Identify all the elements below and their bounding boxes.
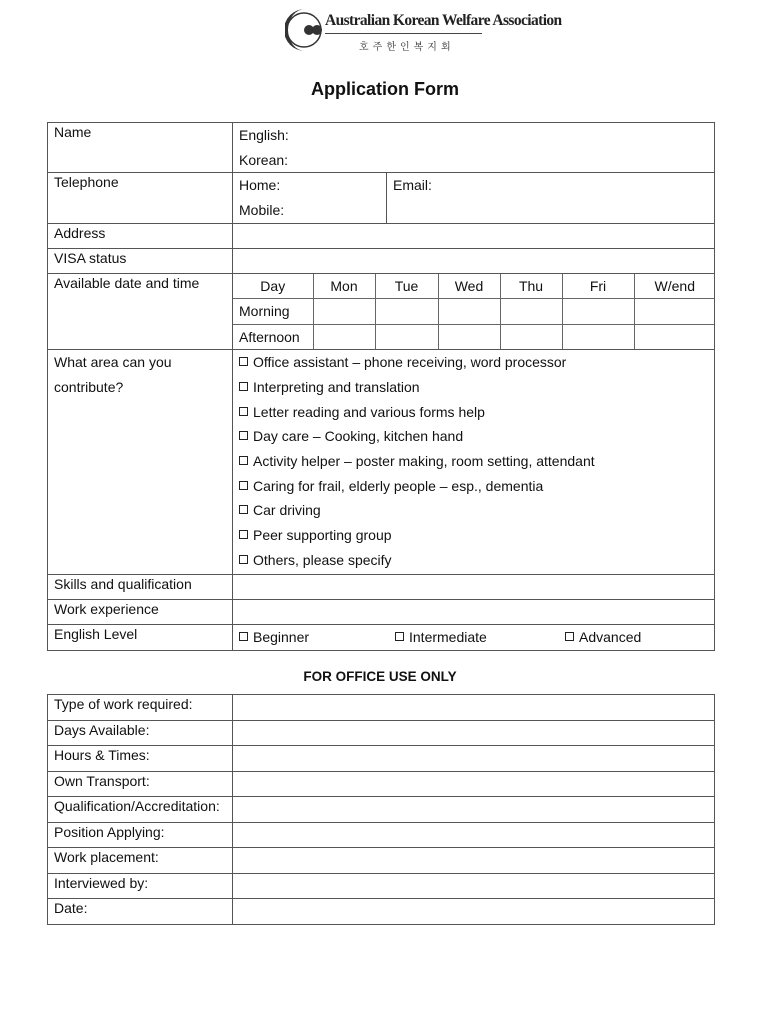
area-option-peer[interactable] [233,523,714,548]
skills-label: Skills and qualification [54,576,192,593]
checkbox-icon[interactable] [395,632,404,641]
name-label-cell [48,123,233,173]
level-option-intermediate[interactable] [395,625,565,650]
work-placement-label: Work placement: [54,849,159,865]
schedule-cell-tue-afternoon[interactable] [375,324,438,349]
schedule-cell-mon-afternoon[interactable] [313,324,375,349]
level-option-advanced[interactable] [565,625,641,650]
area-option-label: Letter reading and various forms help [253,403,485,420]
area-option-letters[interactable] [233,400,714,425]
area-label-line-1: What area can you [54,354,172,371]
availability-schedule [233,273,715,350]
office-label-cell [48,720,233,746]
schedule-header-mon: Mon [313,274,375,299]
org-korean-name: 호주한인복지회 [359,42,455,53]
area-option-driving[interactable] [233,498,714,523]
mobile-phone-label: Mobile: [239,202,285,219]
schedule-header-day: Day [233,274,313,299]
schedule-header-fri: Fri [562,274,634,299]
level-option-label: Beginner [253,629,310,646]
schedule-cell-wed-afternoon[interactable] [438,324,500,349]
work-placement-field[interactable] [233,848,715,874]
schedule-cell-thu-afternoon[interactable] [500,324,562,349]
availability-label-cell [48,273,233,350]
area-option-others[interactable] [233,548,714,573]
qualification-field[interactable] [233,797,715,823]
org-name: Australian Korean Welfare Association [325,12,562,29]
address-label: Address [54,224,106,241]
checkbox-icon[interactable] [239,407,248,416]
area-option-interpreting[interactable] [233,375,714,400]
own-transport-field[interactable] [233,771,715,797]
checkbox-icon[interactable] [565,632,574,641]
area-label-cell [48,350,233,575]
position-applying-label: Position Applying: [54,823,165,840]
telephone-label: Telephone [54,174,119,191]
korean-name-label: Korean: [239,151,289,168]
logo-emblem-icon [285,6,325,54]
skills-label-cell [48,575,233,600]
checkbox-icon[interactable] [239,555,248,564]
office-label-cell [48,771,233,797]
form-title: Application Form [311,79,459,99]
area-option-caring[interactable] [233,474,714,499]
checkbox-icon[interactable] [239,632,248,641]
area-option-label: Peer supporting group [253,527,392,544]
schedule-cell-wed-morning[interactable] [438,299,500,325]
checkbox-icon[interactable] [239,481,248,490]
email-label: Email: [393,177,432,194]
address-field[interactable] [233,223,715,248]
own-transport-label: Own Transport: [54,772,150,789]
hours-times-field[interactable] [233,746,715,772]
office-label-cell [48,873,233,899]
office-label-cell [48,822,233,848]
checkbox-icon[interactable] [239,357,248,366]
area-option-label: Day care – Cooking, kitchen hand [253,428,464,445]
checkbox-icon[interactable] [239,530,248,539]
interviewed-by-label: Interviewed by: [54,874,149,891]
level-option-label: Advanced [579,629,642,646]
schedule-cell-tue-morning[interactable] [375,299,438,325]
office-label-cell [48,746,233,772]
telephone-label-cell [48,173,233,223]
office-use-table [47,694,715,925]
interviewed-by-field[interactable] [233,873,715,899]
area-option-label: Car driving [253,502,321,519]
home-phone-label: Home: [239,177,281,194]
hours-times-label: Hours & Times: [54,747,150,763]
schedule-cell-weekend-morning[interactable] [634,299,715,325]
checkbox-icon[interactable] [239,382,248,391]
area-option-activity[interactable] [233,449,714,474]
area-option-label: Activity helper – poster making, room setting, attendant [253,453,595,469]
schedule-cell-fri-afternoon[interactable] [562,324,634,349]
area-option-label: Office assistant – phone receiving, word processor [253,354,567,371]
checkbox-icon[interactable] [239,505,248,514]
schedule-row-morning: Morning [233,299,313,325]
logo-divider [325,33,482,34]
checkbox-icon[interactable] [239,431,248,440]
level-option-label: Intermediate [409,629,487,646]
schedule-cell-mon-morning[interactable] [313,299,375,325]
area-options [233,350,715,575]
availability-label: Available date and time [54,274,200,291]
application-table [47,122,715,651]
schedule-cell-fri-morning[interactable] [562,299,634,325]
office-label-cell [48,848,233,874]
skills-field[interactable] [233,575,715,600]
area-option-office[interactable] [233,350,714,375]
days-available-label: Days Available: [54,721,150,738]
area-option-daycare[interactable] [233,424,714,449]
office-label-cell [48,695,233,721]
qualification-label: Qualification/Accreditation: [54,798,220,814]
position-applying-field[interactable] [233,822,715,848]
schedule-cell-thu-morning[interactable] [500,299,562,325]
schedule-header-wed: Wed [438,274,500,299]
english-level-label-cell [48,625,233,651]
type-of-work-label: Type of work required: [54,696,193,712]
area-option-label: Interpreting and translation [253,378,420,395]
work-experience-label: Work experience [54,601,159,618]
level-option-beginner[interactable] [239,625,395,650]
date-field[interactable] [233,899,715,925]
office-use-heading: FOR OFFICE USE ONLY [303,669,457,684]
office-label-cell [48,797,233,823]
visa-field[interactable] [233,248,715,273]
area-label-line-2: contribute? [54,378,124,395]
work-experience-field[interactable] [233,600,715,625]
schedule-cell-weekend-afternoon[interactable] [634,324,715,349]
schedule-header-weekend: W/end [634,274,715,299]
name-field[interactable] [233,123,715,173]
area-option-label: Caring for frail, elderly people – esp., dementia [253,477,544,494]
area-option-label: Others, please specify [253,551,392,568]
address-label-cell [48,223,233,248]
name-label: Name [54,124,92,140]
checkbox-icon[interactable] [239,456,248,465]
english-name-label: English: [239,127,289,143]
schedule-header-thu: Thu [500,274,562,299]
english-level-options [233,625,715,651]
email-field[interactable] [387,173,715,223]
visa-label-cell [48,248,233,273]
days-available-field[interactable] [233,720,715,746]
office-label-cell [48,899,233,925]
date-label: Date: [54,900,88,916]
schedule-header-tue: Tue [375,274,438,299]
english-level-label: English Level [54,626,138,643]
visa-label: VISA status [54,249,127,266]
type-of-work-field[interactable] [233,695,715,721]
organization-logo [285,6,562,54]
schedule-grid [233,274,715,350]
schedule-row-afternoon: Afternoon [233,324,313,349]
work-label-cell [48,600,233,625]
phone-field[interactable] [233,173,387,223]
